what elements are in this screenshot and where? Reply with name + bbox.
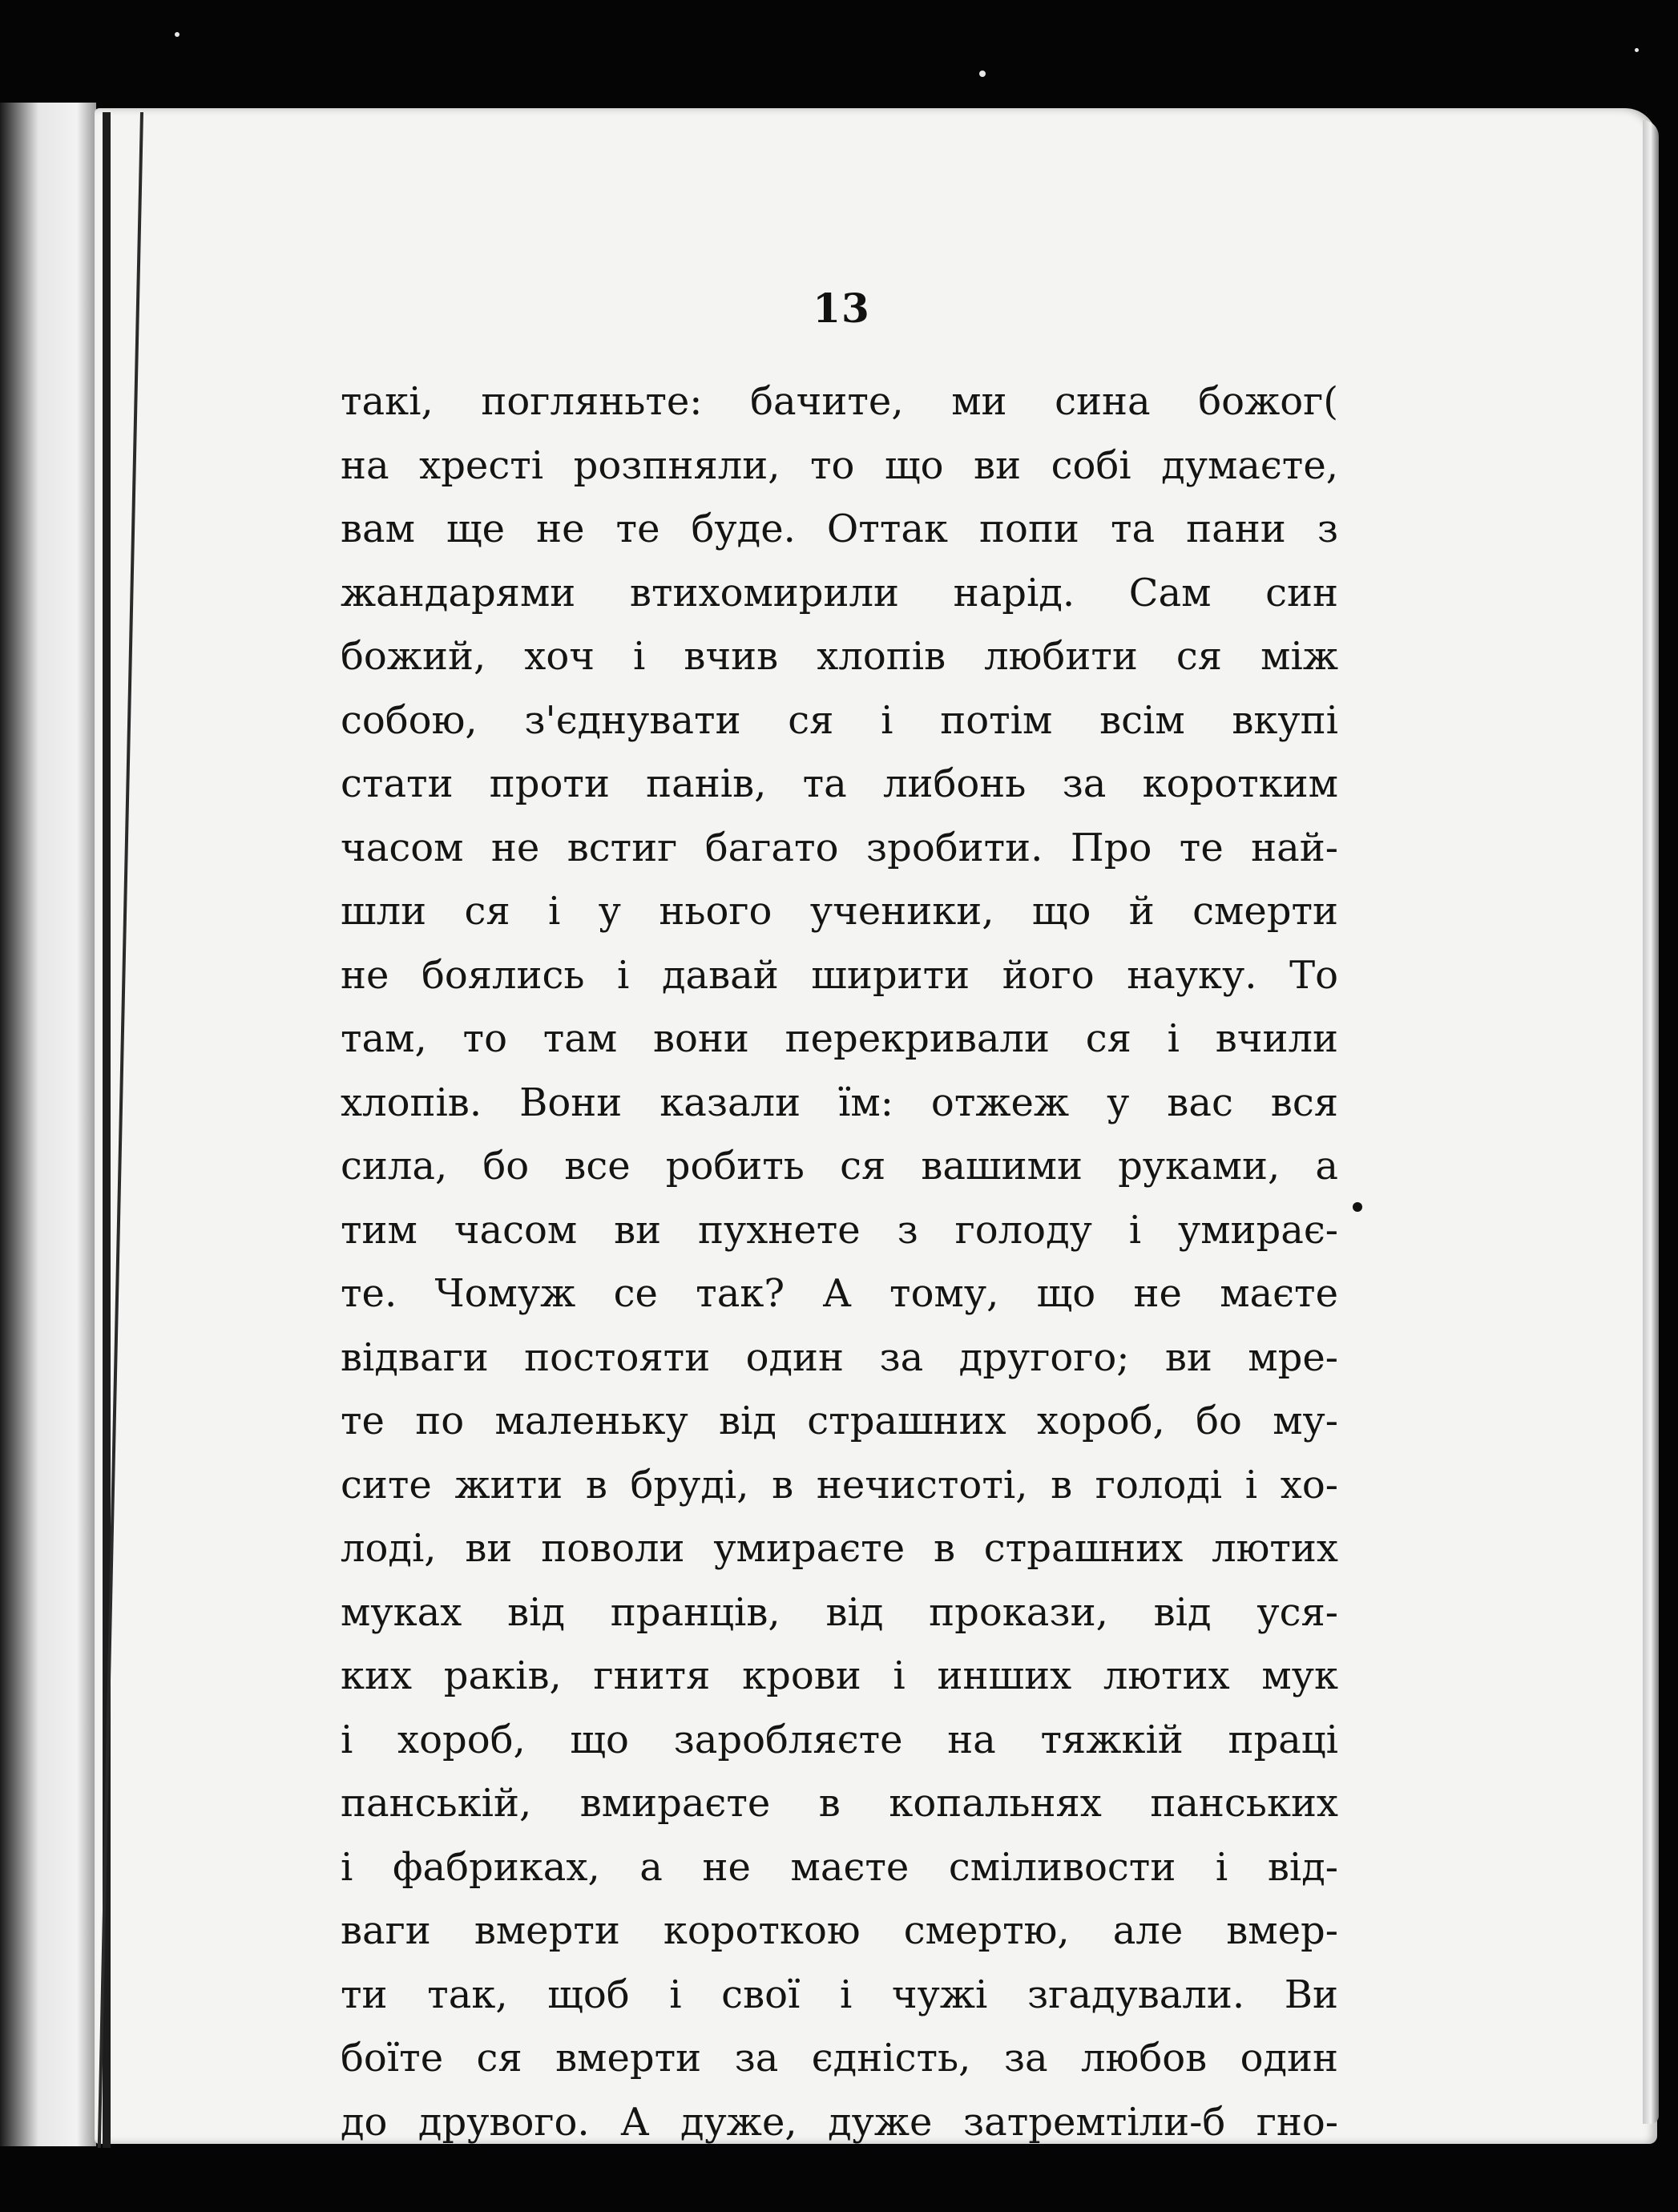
page-right-edge [1643, 120, 1659, 2124]
text-line: муках від пранців, від прокази, від уся- [341, 1589, 1338, 1635]
scan-speck [979, 71, 986, 77]
scan-speck [1635, 48, 1639, 52]
text-line: сила, бо все робить ся вашими руками, а [341, 1144, 1338, 1189]
text-line: такі, погляньте: бачите, ми сина божог( [341, 379, 1338, 424]
text-line: і хороб, що заробляєте на тяжкій праці [341, 1717, 1338, 1762]
ink-dot [1353, 1202, 1362, 1212]
text-line: шли ся і у нього ученики, що й смерти [341, 889, 1338, 934]
text-line: там, то там вони перекривали ся і вчили [341, 1016, 1338, 1061]
text-line: панській, вмираєте в копальнях панських [341, 1781, 1338, 1826]
text-line: тим часом ви пухнете з голоду і умирає- [341, 1207, 1338, 1253]
text-line: хлопів. Вони казали їм: отжеж у вас вся [341, 1080, 1338, 1125]
adjacent-page-edge [0, 103, 96, 2146]
text-line: сите жити в бруді, в нечистоті, в голоді і хо- [341, 1462, 1338, 1508]
text-line: стати проти панів, та либонь за коротким [341, 761, 1338, 806]
scan-speck [175, 32, 179, 37]
text-line: ких раків, гнитя крови і инших лютих мук [341, 1653, 1338, 1698]
text-line: на хресті розпняли, то що ви собі думаєте, [341, 442, 1338, 488]
text-line: те. Чомуж се так? А тому, що не маєте [341, 1271, 1338, 1316]
text-line: божий, хоч і вчив хлопів любити ся між [341, 634, 1338, 679]
text-line: і фабриках, а не маєте сміливости і від- [341, 1844, 1338, 1890]
text-line: часом не встиг багато зробити. Про те най- [341, 825, 1338, 870]
text-line: собою, з'єднувати ся і потім всім вкупі [341, 697, 1338, 743]
text-line: ваги вмерти короткою смертю, але вмер- [341, 1908, 1338, 1953]
text-line: не боялись і давай ширити його науку. То [341, 952, 1338, 998]
text-line: відваги постояти один за другого; ви мре- [341, 1334, 1338, 1380]
text-line: лоді, ви поволи умираєте в страшних лютих [341, 1526, 1338, 1571]
page-number: 13 [813, 285, 870, 332]
text-line: жандарями втихомирили нарід. Сам син [341, 570, 1338, 616]
text-line: вам ще не те буде. Оттак попи та пани з [341, 507, 1338, 551]
text-line: те по маленьку від страшних хороб, бо му- [341, 1399, 1338, 1443]
text-line: ти так, щоб і свої і чужі згадували. Ви [341, 1972, 1338, 2017]
text-line: боїте ся вмерти за єдність, за любов один [341, 2036, 1338, 2081]
body-text [341, 370, 1338, 2154]
text-line: до друвого. А дуже, дуже затремтіли-б гно- [341, 2099, 1338, 2145]
